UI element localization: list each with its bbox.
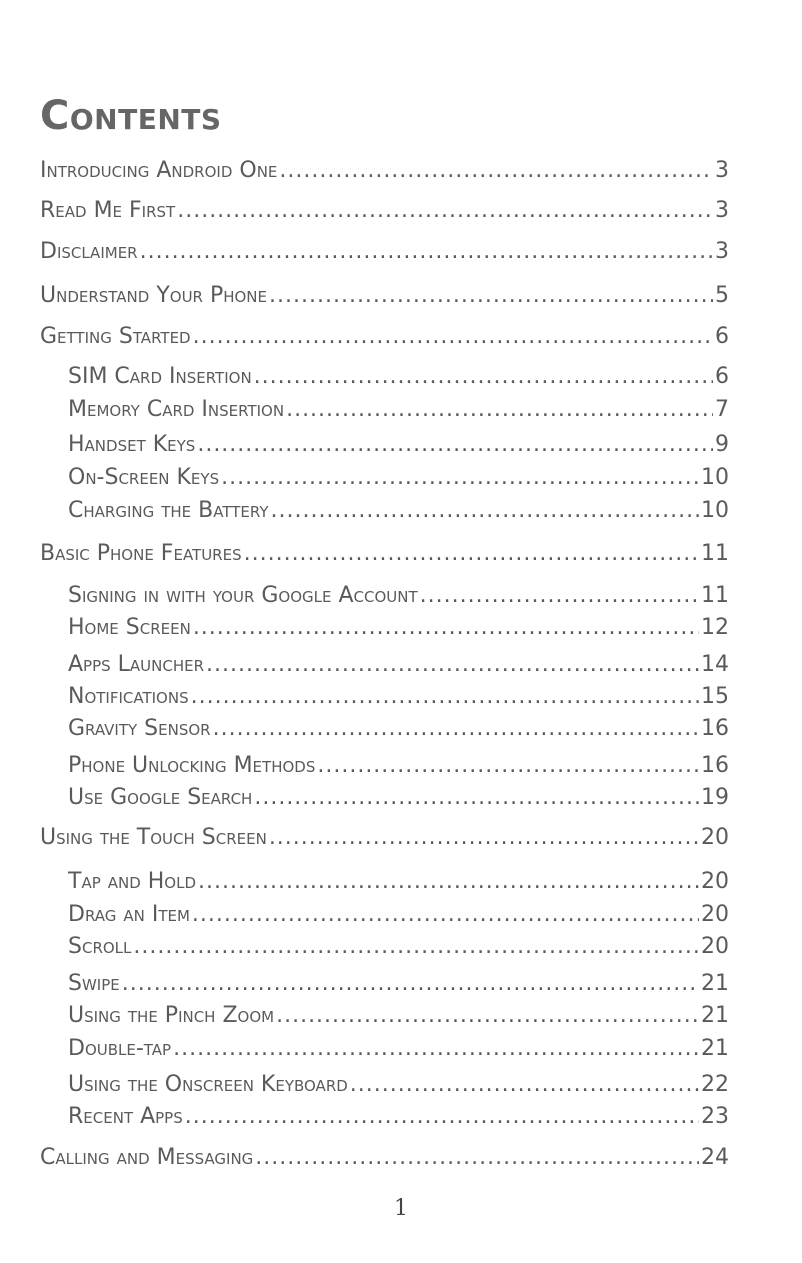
toc-entry-page: 6	[715, 324, 729, 349]
toc-entry-label: Basic Phone Features	[40, 541, 242, 566]
dot-leader	[286, 397, 713, 422]
dot-leader	[213, 716, 699, 741]
dot-leader	[244, 541, 699, 566]
toc-entry[interactable]	[68, 397, 729, 425]
toc-entry[interactable]	[68, 902, 729, 930]
dot-leader	[140, 239, 713, 264]
toc-entry[interactable]	[40, 198, 729, 226]
toc-entry[interactable]	[40, 825, 729, 853]
toc-entry[interactable]	[68, 652, 729, 680]
toc-entry[interactable]	[40, 158, 729, 186]
toc-entry-label: Using the Onscreen Keyboard	[68, 1072, 348, 1097]
toc-entry-page: 5	[715, 283, 729, 308]
dot-leader	[197, 432, 713, 457]
toc-entry-page: 10	[701, 465, 729, 490]
toc-entry-page: 3	[715, 239, 729, 264]
toc-entry-page: 15	[701, 684, 729, 709]
toc-entry-page: 12	[701, 615, 729, 640]
toc-entry-label: Recent Apps	[68, 1104, 183, 1129]
toc-entry-page: 14	[701, 652, 729, 677]
toc-entry-label: Introducing Android One	[40, 158, 278, 183]
toc-entry-page: 7	[715, 397, 729, 422]
dot-leader	[192, 902, 699, 927]
toc-entry[interactable]	[68, 869, 729, 897]
toc-entry-label: Swipe	[68, 971, 120, 996]
toc-entry-page: 9	[715, 432, 729, 457]
toc-entry-label: Home Screen	[68, 615, 191, 640]
toc-entry-label: Scroll	[68, 934, 132, 959]
dot-leader	[350, 1072, 699, 1097]
dot-leader	[221, 465, 699, 490]
toc-entry-page: 21	[701, 1003, 729, 1028]
toc-entry-label: Understand Your Phone	[40, 283, 268, 308]
toc-entry-label: Read Me First	[40, 198, 176, 223]
page-number: 1	[394, 1196, 408, 1221]
toc-entry-page: 6	[715, 364, 729, 389]
dot-leader	[177, 198, 713, 223]
toc-entry[interactable]	[40, 541, 729, 569]
dot-leader	[173, 1036, 699, 1061]
toc-entry-label: Apps Launcher	[68, 652, 205, 677]
toc-entry[interactable]	[68, 716, 729, 744]
toc-entry-page: 19	[701, 785, 729, 810]
toc-entry[interactable]	[68, 432, 729, 460]
toc-entry-page: 10	[701, 498, 729, 523]
toc-entry-label: Using the Pinch Zoom	[68, 1003, 275, 1028]
toc-entry-label: Using the Touch Screen	[40, 825, 267, 850]
dot-leader	[191, 684, 699, 709]
toc-entry[interactable]	[68, 583, 729, 611]
dot-leader	[270, 498, 699, 523]
toc-entry-page: 11	[701, 583, 729, 608]
toc-entry-label: Memory Card Insertion	[68, 397, 285, 422]
dot-leader	[276, 1003, 699, 1028]
toc-entry[interactable]	[68, 785, 729, 813]
dot-leader	[133, 934, 699, 959]
dot-leader	[269, 825, 699, 850]
dot-leader	[269, 283, 713, 308]
page-title: Contents	[40, 93, 222, 139]
toc-entry-page: 3	[715, 158, 729, 183]
dot-leader	[122, 971, 699, 996]
dot-leader	[206, 652, 699, 677]
toc-entry[interactable]	[68, 934, 729, 962]
toc-entry-label: Getting Started	[40, 324, 191, 349]
dot-leader	[279, 158, 713, 183]
toc-entry-label: Phone Unlocking Methods	[68, 753, 316, 778]
toc-entry-page: 20	[701, 902, 729, 927]
toc-entry[interactable]	[68, 1072, 729, 1100]
toc-entry[interactable]	[40, 239, 729, 267]
toc-entry[interactable]	[68, 971, 729, 999]
toc-entry-page: 20	[701, 934, 729, 959]
dot-leader	[254, 364, 713, 389]
toc-entry-label: Gravity Sensor	[68, 716, 211, 741]
toc-entry[interactable]	[68, 1003, 729, 1031]
dot-leader	[420, 583, 699, 608]
toc-entry-label: Tap and Hold	[68, 869, 197, 894]
toc-entry-label: Double-tap	[68, 1036, 172, 1061]
dot-leader	[317, 753, 699, 778]
dot-leader	[198, 869, 699, 894]
toc-entry-page: 20	[701, 825, 729, 850]
toc-entry-page: 22	[701, 1072, 729, 1097]
toc-entry-page: 23	[701, 1104, 729, 1129]
toc-entry-label: On-Screen Keys	[68, 465, 220, 490]
dot-leader	[193, 615, 699, 640]
toc-entry[interactable]	[68, 498, 729, 526]
toc-entry[interactable]	[68, 1104, 729, 1132]
toc-entry-page: 21	[701, 971, 729, 996]
toc-entry-label: SIM Card Insertion	[68, 364, 252, 389]
toc-entry[interactable]	[68, 684, 729, 712]
toc-entry[interactable]	[40, 283, 729, 311]
toc-entry-label: Notifications	[68, 684, 189, 709]
toc-entry[interactable]	[68, 465, 729, 493]
toc-entry[interactable]	[40, 1145, 729, 1173]
toc-entry-page: 21	[701, 1036, 729, 1061]
toc-entry-label: Drag an Item	[68, 902, 190, 927]
toc-entry-label: Use Google Search	[68, 785, 253, 810]
dot-leader	[185, 1104, 699, 1129]
toc-entry[interactable]	[68, 753, 729, 781]
toc-entry-label: Disclaimer	[40, 239, 138, 264]
toc-entry[interactable]	[68, 364, 729, 392]
toc-entry[interactable]	[68, 1036, 729, 1064]
toc-entry-page: 24	[701, 1145, 729, 1170]
dot-leader	[255, 1145, 699, 1170]
toc-entry-page: 20	[701, 869, 729, 894]
toc-entry-label: Calling and Messaging	[40, 1145, 254, 1170]
dot-leader	[193, 324, 713, 349]
toc-entry-page: 16	[701, 753, 729, 778]
toc-entry-page: 3	[715, 198, 729, 223]
toc-entry[interactable]	[40, 324, 729, 352]
toc-entry-page: 11	[701, 541, 729, 566]
toc-entry[interactable]	[68, 615, 729, 643]
toc-entry-label: Handset Keys	[68, 432, 196, 457]
toc-entry-label: Signing in with your Google Account	[68, 583, 418, 608]
toc-entry-page: 16	[701, 716, 729, 741]
dot-leader	[254, 785, 699, 810]
toc-entry-label: Charging the Battery	[68, 498, 269, 523]
